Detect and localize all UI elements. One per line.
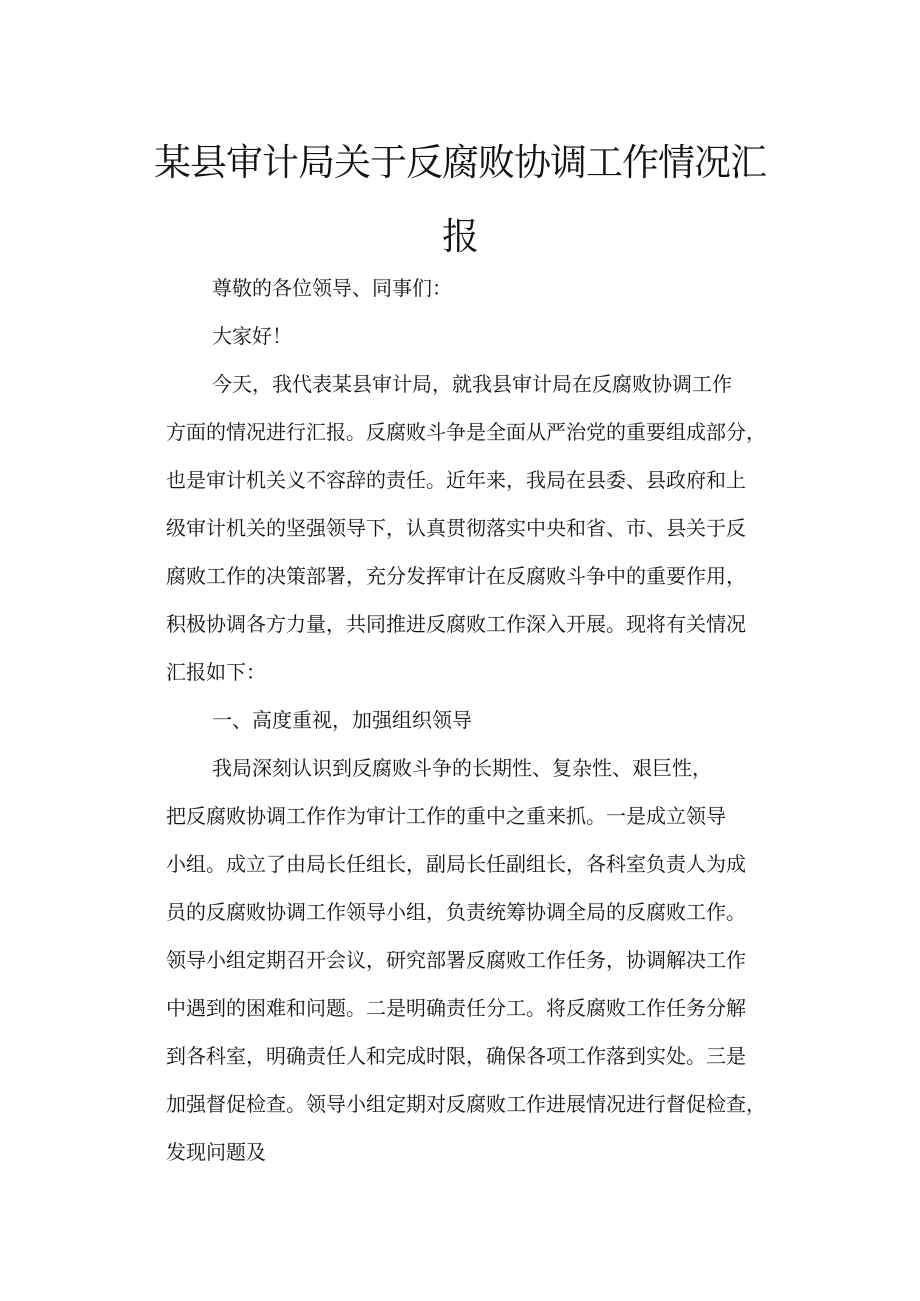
paragraph-line: 我局深刻认识到反腐败斗争的长期性、复杂性、艰巨性， [212, 756, 712, 780]
paragraph-line: 大家好！ [212, 324, 292, 348]
paragraph-line: 员的反腐败协调工作领导小组，负责统筹协调全局的反腐败工作。 [166, 900, 746, 924]
paragraph-line: 今天，我代表某县审计局，就我县审计局在反腐败协调工作 [212, 372, 732, 396]
paragraph-line: 一、高度重视，加强组织领导 [212, 708, 472, 732]
paragraph-line: 汇报如下： [166, 660, 266, 684]
document-body [166, 264, 806, 1176]
document-title-line-1: 某县审计局关于反腐败协调工作情况汇 [154, 141, 766, 184]
paragraph-line: 把反腐败协调工作作为审计工作的重中之重来抓。一是成立领导 [166, 804, 726, 828]
paragraph-line: 发现问题及 [166, 1140, 266, 1164]
paragraph-line: 腐败工作的决策部署，充分发挥审计在反腐败斗争中的重要作用， [166, 564, 746, 588]
paragraph-line: 到各科室，明确责任人和完成时限，确保各项工作落到实处。三是 [166, 1044, 746, 1068]
document-title-line-2: 报 [442, 215, 478, 258]
paragraph-line: 也是审计机关义不容辞的责任。近年来，我局在县委、县政府和上 [166, 468, 746, 492]
paragraph-line: 加强督促检查。领导小组定期对反腐败工作进展情况进行督促检查， [166, 1092, 766, 1116]
paragraph-line: 领导小组定期召开会议，研究部署反腐败工作任务，协调解决工作 [166, 948, 746, 972]
paragraph-line: 尊敬的各位领导、同事们： [212, 276, 452, 300]
paragraph-line: 方面的情况进行汇报。反腐败斗争是全面从严治党的重要组成部分， [166, 420, 766, 444]
paragraph-line: 级审计机关的坚强领导下，认真贯彻落实中央和省、市、县关于反 [166, 516, 746, 540]
paragraph-line: 积极协调各方力量，共同推进反腐败工作深入开展。现将有关情况 [166, 612, 746, 636]
paragraph-line: 中遇到的困难和问题。二是明确责任分工。将反腐败工作任务分解 [166, 996, 746, 1020]
paragraph-line: 小组。成立了由局长任组长，副局长任副组长，各科室负责人为成 [166, 852, 746, 876]
